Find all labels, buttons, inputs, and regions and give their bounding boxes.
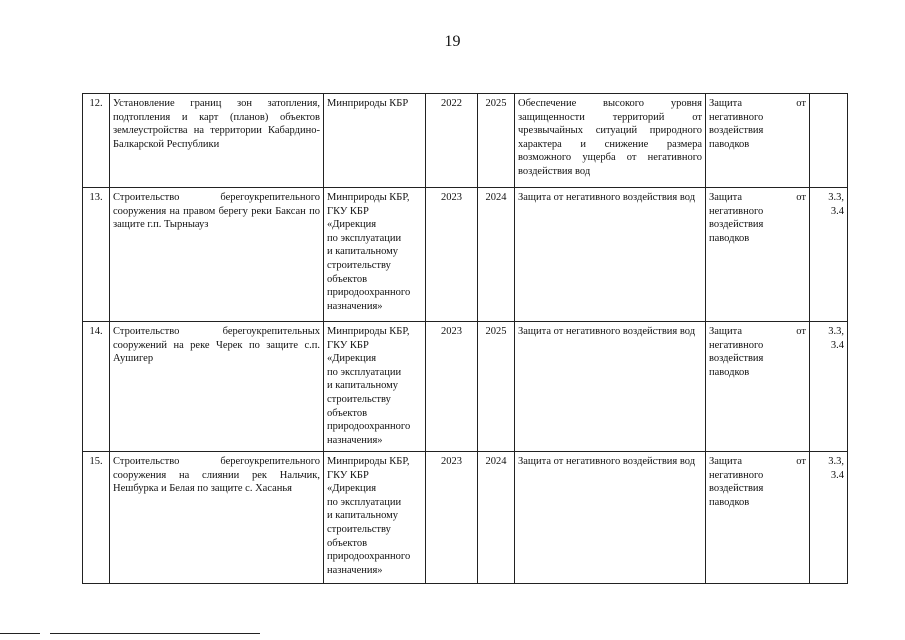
responsible-line: «Дирекция bbox=[327, 483, 377, 495]
responsible-line: природоохранного bbox=[327, 287, 411, 299]
start-year-cell: 2023 bbox=[426, 322, 478, 452]
expected-result-cell: Защита от негативного воздействия вод bbox=[515, 322, 706, 452]
responsible-line: назначения» bbox=[327, 564, 383, 576]
footnote-divider bbox=[50, 633, 260, 634]
page-number: 19 bbox=[444, 33, 461, 50]
responsible-line: «Дирекция bbox=[327, 353, 377, 365]
start-year-cell: 2023 bbox=[426, 188, 478, 322]
responsible-line: ГКУ КБР bbox=[327, 469, 369, 481]
end-year-cell: 2024 bbox=[478, 452, 515, 584]
measure-name-cell: Строительство берегоукрепительных сооружений на реке Черек по защите с.п. Аушигер bbox=[110, 322, 324, 452]
measure-name-cell: Строительство берегоукрепительного сооружения на правом берегу реки Баксан по защите г.п. Тырныауз bbox=[110, 188, 324, 322]
responsible-cell bbox=[324, 322, 426, 452]
direction-cell: Защита от негативного воздействия паводков bbox=[706, 188, 810, 322]
row-number-cell: 12. bbox=[83, 94, 110, 188]
responsible-line: природоохранного bbox=[327, 551, 411, 563]
responsible-line: природоохранного bbox=[327, 421, 411, 433]
direction-cell: Защита от негативного воздействия паводков bbox=[706, 322, 810, 452]
indicator-ref-cell: 3.3, 3.4 bbox=[810, 188, 848, 322]
end-year-cell: 2025 bbox=[478, 322, 515, 452]
expected-result-cell: Защита от негативного воздействия вод bbox=[515, 452, 706, 584]
responsible-line: и капитальному bbox=[327, 246, 399, 258]
responsible-line: Минприроды КБР, bbox=[327, 456, 410, 467]
row-number-cell: 15. bbox=[83, 452, 110, 584]
responsible-line: строительству bbox=[327, 523, 391, 535]
responsible-line: объектов bbox=[327, 537, 368, 549]
start-year-cell: 2022 bbox=[426, 94, 478, 188]
indicator-ref-cell: 3.3, 3.4 bbox=[810, 322, 848, 452]
responsible-line: строительству bbox=[327, 259, 391, 271]
measure-name-cell: Установление границ зон затопления, подтопления и карт (планов) объектов землеустройства на территории Кабардино-Балкарской Республики bbox=[110, 94, 324, 188]
responsible-line: объектов bbox=[327, 407, 368, 419]
responsible-cell bbox=[324, 452, 426, 584]
expected-result-cell: Защита от негативного воздействия вод bbox=[515, 188, 706, 322]
indicator-ref-cell: 3.3, 3.4 bbox=[810, 452, 848, 584]
end-year-cell: 2024 bbox=[478, 188, 515, 322]
direction-cell: Защита от негативного воздействия паводков bbox=[706, 452, 810, 584]
responsible-line: и капитальному bbox=[327, 380, 399, 392]
expected-result-cell: Обеспечение высокого уровня защищенности территорий от чрезвычайных ситуаций природного характера и снижение размера возможного ущерба от негативного воздействия вод bbox=[515, 94, 706, 188]
table-row bbox=[83, 188, 848, 322]
responsible-line: по эксплуатации bbox=[327, 496, 402, 508]
responsible-line: объектов bbox=[327, 273, 368, 285]
responsible-line: «Дирекция bbox=[327, 219, 377, 231]
table-row bbox=[83, 452, 848, 584]
responsible-line: и капитальному bbox=[327, 510, 399, 522]
indicator-ref-cell bbox=[810, 94, 848, 188]
responsible-line: по эксплуатации bbox=[327, 232, 402, 244]
responsible-line: назначения» bbox=[327, 300, 383, 312]
row-number-cell: 13. bbox=[83, 188, 110, 322]
responsible-line: назначения» bbox=[327, 434, 383, 446]
end-year-cell: 2025 bbox=[478, 94, 515, 188]
responsible-line: ГКУ КБР bbox=[327, 339, 369, 351]
responsible-line: Минприроды КБР, bbox=[327, 326, 410, 337]
table-row bbox=[83, 322, 848, 452]
start-year-cell: 2023 bbox=[426, 452, 478, 584]
responsible-cell bbox=[324, 188, 426, 322]
direction-cell: Защита от негативного воздействия паводков bbox=[706, 94, 810, 188]
measure-name-cell: Строительство берегоукрепительного сооружения на слиянии рек Нальчик, Нешбурка и Белая по защите с. Хасанья bbox=[110, 452, 324, 584]
responsible-cell bbox=[324, 94, 426, 188]
responsible-line: Минприроды КБР, bbox=[327, 192, 410, 203]
responsible-line: Минприроды КБР bbox=[327, 98, 409, 109]
responsible-line: по эксплуатации bbox=[327, 366, 402, 378]
row-number-cell: 14. bbox=[83, 322, 110, 452]
table-row bbox=[83, 94, 848, 188]
responsible-line: строительству bbox=[327, 393, 391, 405]
responsible-line: ГКУ КБР bbox=[327, 205, 369, 217]
measures-table bbox=[82, 93, 848, 584]
footnote-divider bbox=[0, 633, 40, 634]
